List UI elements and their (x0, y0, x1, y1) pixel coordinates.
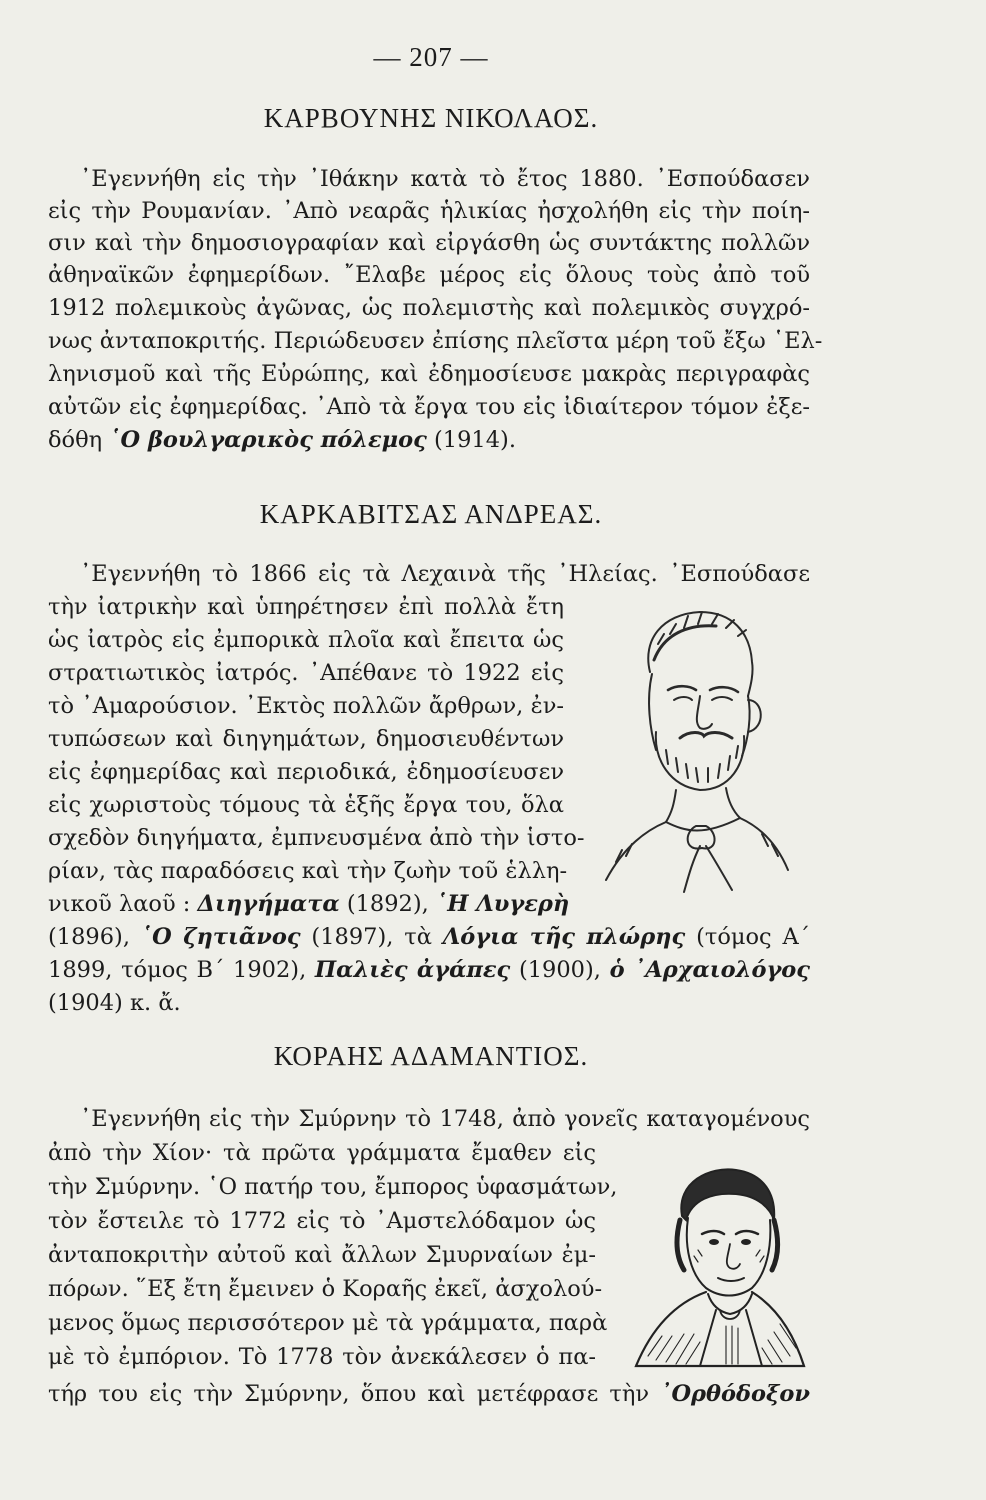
text-line: 1912 πολεμικοὺς ἀγῶνας, ὡς πολεμιστὴς καὶ πολεμικὸς συγχρό- (48, 295, 810, 321)
text-run: νικοῦ λαοῦ : (48, 891, 198, 917)
text-run: (1896), (48, 924, 141, 950)
text-line: αὐτῶν εἰς ἐφημερίδας. ᾿Απὸ τὰ ἔργα του εἰς ἰδιαίτερον τόμον ἐξε- (48, 394, 810, 420)
text-line (48, 1378, 810, 1410)
text-run: (1897), τὰ (300, 924, 443, 950)
text-line: νως ἀνταποκριτής. Περιώδευσεν ἐπίσης πλεῖστα μέρη τοῦ ἔξω ῾Ελ- (48, 328, 823, 354)
text-line: ἀθηναϊκῶν ἐφημερίδων. ῎Ελαβε μέρος εἰς ὅλους τοὺς ἀπὸ τοῦ (48, 262, 810, 288)
page-number: — 207 — (373, 42, 489, 72)
text-line: ρίαν, τὰς παραδόσεις καὶ τὴν ζωὴν τοῦ ἑλλη- (48, 858, 568, 884)
text-line: ἀπὸ τὴν Χίον· τὰ πρῶτα γράμματα ἔμαθεν εἰς (48, 1140, 596, 1166)
work-title: ᾿Ορθόδοξον (660, 1381, 810, 1407)
text-run: (1900), (510, 957, 610, 983)
entry-heading-karkavitsas: ΚΑΡΚΑΒΙΤΣΑΣ ΑΝΔΡΕΑΣ. (259, 499, 603, 529)
work-title: ῾Ο βουλγαρικὸς πόλεμος (109, 427, 427, 453)
work-title: Παλιὲς ἀγάπες (314, 957, 511, 983)
work-title: Διηγήματα (197, 891, 340, 917)
text-line: σιν καὶ τὴν δημοσιογραφίαν καὶ εἰργάσθη ὡς συντάκτης πολλῶν (48, 230, 810, 256)
work-title: ῾Η Λυγερὴ (435, 891, 570, 917)
text-line: πόρων. ῞Εξ ἔτη ἔμεινεν ὁ Κοραῆς ἐκεῖ, ἀσχολού- (48, 1276, 603, 1302)
text-line (48, 954, 810, 986)
text-line: ὡς ἰατρὸς εἰς ἐμπορικὰ πλοῖα καὶ ἔπειτα ὡς (48, 627, 564, 653)
text-line: μὲ τὸ ἐμπόριον. Τὸ 1778 τὸν ἀνεκάλεσεν ὁ πα- (48, 1344, 596, 1370)
text-run: δόθη (48, 427, 110, 453)
text-line: (1904) κ. ἄ. (48, 990, 181, 1016)
text-line: τὸ ᾿Αμαρούσιον. ᾿Εκτὸς πολλῶν ἄρθρων, ἐν- (48, 693, 564, 719)
text-line: εἰς χωριστοὺς τόμους τὰ ἑξῆς ἔργα του, ὅλα (48, 792, 564, 818)
text-line: σχεδὸν διηγήματα, ἐμπνευσμένα ἀπὸ τὴν ἱστο- (48, 825, 585, 851)
text-run: 1899, τόμος Β΄ 1902), (48, 957, 315, 983)
text-run: (τόμος Α΄ (685, 924, 810, 950)
text-line: εἰς τὴν Ρουμανίαν. ᾿Απὸ νεαρᾶς ἡλικίας ἠσχολήθη εἰς τὴν ποίη- (48, 198, 810, 224)
work-title: ὁ ᾿Αρχαιολόγος (609, 957, 811, 983)
work-title: Λόγια τῆς πλώρης (442, 924, 686, 950)
text-run: (1892), (339, 891, 436, 917)
text-line: ἀνταποκριτὴν αὐτοῦ καὶ ἄλλων Σμυρναίων ἐμ- (48, 1242, 596, 1268)
text-line: εἰς ἐφημερίδας καὶ περιοδικά, ἐδημοσίευσεν (48, 759, 564, 785)
text-line (48, 424, 810, 456)
text-line: τυπώσεων καὶ διηγημάτων, δημοσιευθέντων (48, 726, 564, 752)
text-line (48, 921, 810, 953)
text-run: τήρ του εἰς τὴν Σμύρνην, ὅπου καὶ μετέφρασε τὴν (48, 1381, 661, 1407)
text-line: ᾿Εγεννήθη εἰς τὴν ᾿Ιθάκην κατὰ τὸ ἔτος 1880. ᾿Εσπούδασεν (80, 166, 810, 192)
text-line: ληνισμοῦ καὶ τῆς Εὐρώπης, καὶ ἐδημοσίευσε μακρὰς περιγραφὰς (48, 361, 810, 387)
karkavitsas-portrait-illustration (592, 600, 792, 896)
text-line: ᾿Εγεννήθη εἰς τὴν Σμύρνην τὸ 1748, ἀπὸ γονεῖς καταγομένους (80, 1106, 810, 1132)
text-line (48, 888, 570, 920)
entry-heading-korais: ΚΟΡΑΗΣ ΑΔΑΜΑΝΤΙΟΣ. (273, 1041, 589, 1071)
text-run: (1914). (426, 427, 516, 453)
work-title: ῾Ο ζητιᾶνος (140, 924, 301, 950)
korais-portrait-illustration (628, 1160, 808, 1372)
text-line: τὸν ἔστειλε τὸ 1772 εἰς τὸ ᾿Αμστελόδαμον ὡς (48, 1208, 596, 1234)
entry-heading-karvounis: ΚΑΡΒΟΥΝΗΣ ΝΙΚΟΛΑΟΣ. (263, 103, 599, 133)
text-line: μενος ὅμως περισσότερον μὲ τὰ γράμματα, παρὰ (48, 1310, 608, 1336)
text-line: ᾿Εγεννήθη τὸ 1866 εἰς τὰ Λεχαινὰ τῆς ᾿Ηλείας. ᾿Εσπούδασε (80, 561, 810, 587)
text-line: τὴν Σμύρνην. ῾Ο πατήρ του, ἔμπορος ὑφασμάτων, (48, 1174, 618, 1200)
text-line: στρατιωτικὸς ἰατρός. ᾿Απέθανε τὸ 1922 εἰς (48, 660, 564, 686)
text-line: τὴν ἰατρικὴν καὶ ὑπηρέτησεν ἐπὶ πολλὰ ἔτη (48, 594, 564, 620)
